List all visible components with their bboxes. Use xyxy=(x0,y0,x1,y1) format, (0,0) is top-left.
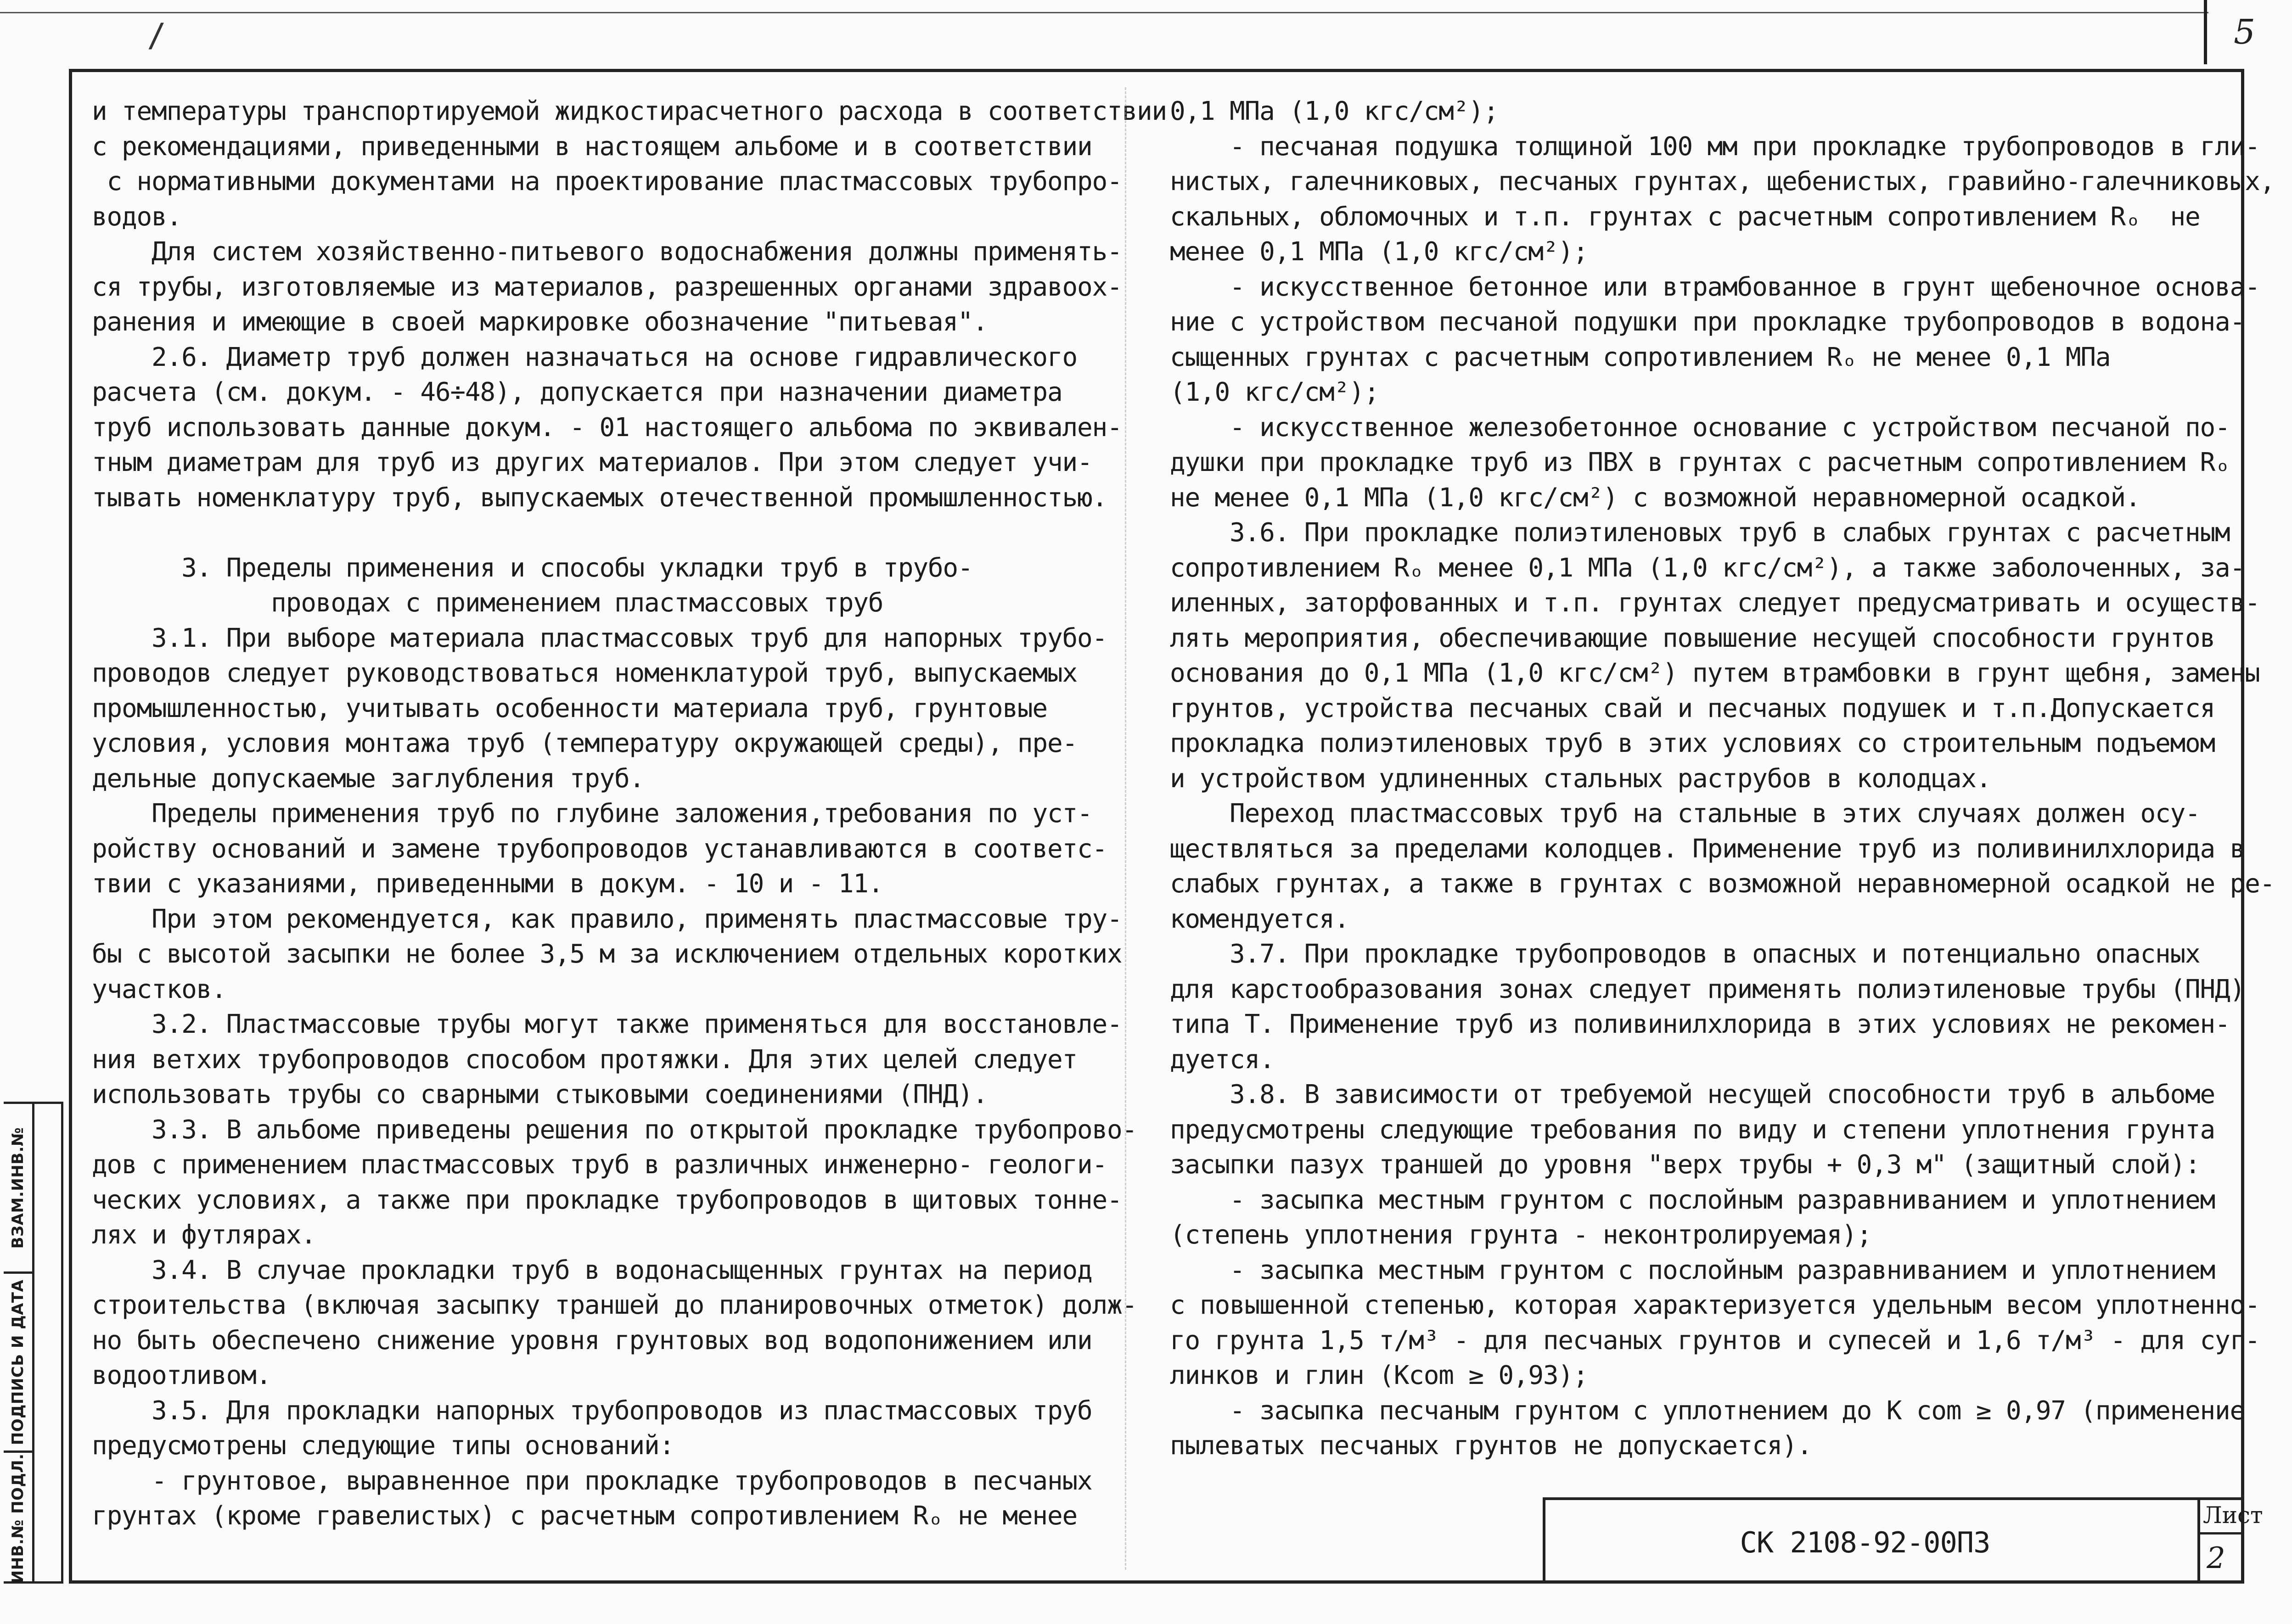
text-line: 3.1. При выборе материала пластмассовых труб для напорных трубо- xyxy=(92,623,1107,653)
text-line: основания до 0,1 МПа (1,0 кгс/см²) путем втрамбовки в грунт щебня, замены xyxy=(1170,658,2260,688)
text-line: - засыпка песчаным грунтом с уплотнением до K com ≥ 0,97 (применение xyxy=(1170,1395,2245,1426)
text-line: лях и футлярах. xyxy=(92,1220,316,1250)
text-line: ществляться за пределами колодцев. Применение труб из поливинилхлорида в xyxy=(1170,834,2245,864)
text-line: тным диаметрам для труб из других материалов. При этом следует учи- xyxy=(92,448,1092,477)
text-line: ния ветхих трубопроводов способом протяжки. Для этих целей следует xyxy=(92,1044,1077,1075)
text-line: условия, условия монтажа труб (температуру окружающей среды), пре- xyxy=(92,728,1077,758)
text-line: - искусственное железобетонное основание с устройством песчаной по- xyxy=(1170,412,2230,442)
right-text-column xyxy=(1170,94,2275,1464)
text-line: Пределы применения труб по глубине заложения,требования по уст- xyxy=(92,799,1092,829)
text-line: 3. Пределы применения и способы укладки труб в трубо- xyxy=(92,553,973,583)
text-line: - засыпка местным грунтом с послойным разравниванием и уплотнением xyxy=(1170,1255,2215,1285)
vzam-inv-label: ВЗАМ.ИНВ.№ xyxy=(9,1127,27,1249)
sheet-number: 2 xyxy=(2207,1541,2225,1575)
text-line: для карстообразования зонах следует применять полиэтиленовые трубы (ПНД) xyxy=(1170,974,2245,1004)
text-line: строительства (включая засыпку траншей до планировочных отметок) долж- xyxy=(92,1290,1137,1320)
text-line: и температуры транспортируемой жидкостирасчетного расхода в соответствии xyxy=(92,96,1167,126)
text-line: использовать трубы со сварными стыковыми соединениями (ПНД). xyxy=(92,1080,988,1109)
text-line: ранения и имеющие в своей маркировке обозначение "питьевая". xyxy=(92,307,988,337)
text-line: - засыпка местным грунтом с послойным разравниванием и уплотнением xyxy=(1170,1185,2215,1215)
text-line: участков. xyxy=(92,974,226,1004)
text-line: сыщенных грунтах с расчетным сопротивлением Rₒ не менее 0,1 МПа xyxy=(1170,342,2111,372)
page-number: 5 xyxy=(2204,0,2282,64)
text-line: 3.6. При прокладке полиэтиленовых труб в слабых грунтах с расчетным xyxy=(1170,518,2230,548)
text-line: менее 0,1 МПа (1,0 кгс/см²); xyxy=(1170,237,1588,267)
text-line: (1,0 кгс/см²); xyxy=(1170,377,1379,407)
text-line: дельные допускаемые заглубления труб. xyxy=(92,763,645,794)
text-line: - песчаная подушка толщиной 100 мм при прокладке трубопроводов в гли- xyxy=(1170,131,2260,162)
text-line: При этом рекомендуется, как правило, применять пластмассовые тру- xyxy=(92,904,1122,934)
document-code: СК 2108-92-00ПЗ xyxy=(1740,1526,1990,1559)
text-line: скальных, обломочных и т.п. грунтах с расчетным сопротивлением Rₒ не xyxy=(1170,202,2200,232)
text-line: 3.8. В зависимости от требуемой несущей способности труб в альбоме xyxy=(1170,1080,2215,1109)
text-line: дов с применением пластмассовых труб в различных инженерно- геологи- xyxy=(92,1150,1107,1180)
text-line: - искусственное бетонное или втрамбованное в грунт щебеночное основа- xyxy=(1170,272,2260,302)
text-line: предусмотрены следующие типы оснований: xyxy=(92,1431,674,1461)
text-line: комендуется. xyxy=(1170,904,1349,934)
text-line: (степень уплотнения грунта - неконтролируемая); xyxy=(1170,1220,1872,1250)
text-line: с нормативными документами на проектирование пластмассовых трубопро- xyxy=(92,167,1122,196)
text-line: 3.3. В альбоме приведены решения по открытой прокладке трубопрово- xyxy=(92,1114,1137,1145)
text-line: бы с высотой засыпки не более 3,5 м за исключением отдельных коротких xyxy=(92,939,1122,969)
text-line: тывать номенклатуру труб, выпускаемых отечественной промышленностью. xyxy=(92,482,1107,513)
inv-no-cell xyxy=(4,1453,32,1584)
top-border-line xyxy=(0,12,2208,13)
text-line: проводов следует руководствоваться номенклатурой труб, выпускаемых xyxy=(92,658,1077,688)
sign-date-label: ПОДПИСЬ И ДАТА xyxy=(9,1279,27,1445)
text-line: засыпки пазух траншей до уровня "верх трубы + 0,3 м" (защитный слой): xyxy=(1170,1150,2200,1180)
text-line: с повышенной степенью, которая характеризуется удельным весом уплотненно- xyxy=(1170,1290,2260,1320)
text-line xyxy=(92,515,1167,551)
text-line: ся трубы, изготовляемые из материалов, разрешенных органами здравоох- xyxy=(92,272,1122,302)
text-line: ройству оснований и замене трубопроводов устанавливаются в соответс- xyxy=(92,834,1107,864)
text-line: го грунта 1,5 т/м³ - для песчаных грунтов и супесей и 1,6 т/м³ - для суг- xyxy=(1170,1325,2260,1355)
text-line: труб использовать данные докум. - 01 настоящего альбома по эквивален- xyxy=(92,412,1122,442)
text-line: ческих условиях, а также при прокладке трубопроводов в щитовых тонне- xyxy=(92,1185,1122,1215)
text-line: грунтах (кроме гравелистых) с расчетным сопротивлением Rₒ не менее xyxy=(92,1501,1077,1531)
margin-stamp-column xyxy=(32,1104,61,1581)
text-line: Переход пластмассовых труб на стальные в этих случаях должен осу- xyxy=(1170,799,2200,829)
sheet-label: Лист xyxy=(2203,1502,2263,1529)
stamp-divider xyxy=(2197,1500,2200,1584)
text-line: предусмотрены следующие требования по виду и степени уплотнения грунта xyxy=(1170,1114,2215,1145)
text-line: но быть обеспечено снижение уровня грунтовых вод водопонижением или xyxy=(92,1325,1092,1355)
text-line: иленных, заторфованных и т.п. грунтах следует предусматривать и осуществ- xyxy=(1170,588,2260,618)
text-line: душки при прокладке труб из ПВХ в грунтах с расчетным сопротивлением Rₒ xyxy=(1170,448,2230,477)
text-line: расчета (см. докум. - 46÷48), допускается при назначении диаметра xyxy=(92,377,1062,407)
text-line: линков и глин (Kcom ≥ 0,93); xyxy=(1170,1361,1588,1390)
left-text-column xyxy=(92,94,1167,1534)
text-line: ние с устройством песчаной подушки при прокладке трубопроводов в водона- xyxy=(1170,307,2245,337)
margin-approval-stamp xyxy=(4,1102,63,1584)
text-line: 3.2. Пластмассовые трубы могут также применяться для восстановле- xyxy=(92,1009,1122,1039)
text-line: 3.5. Для прокладки напорных трубопроводов из пластмассовых труб xyxy=(92,1395,1092,1426)
text-line: нистых, галечниковых, песчаных грунтах, щебенистых, гравийно-галечниковых, xyxy=(1170,167,2275,196)
inv-no-label: ИНВ.№ ПОДЛ. xyxy=(9,1453,27,1583)
text-line: 0,1 МПа (1,0 кгс/см²); xyxy=(1170,96,1499,126)
text-line: типа Т. Применение труб из поливинилхлорида в этих условиях не рекомен- xyxy=(1170,1009,2230,1039)
text-line: Для систем хозяйственно-питьевого водоснабжения должны применять- xyxy=(92,237,1122,267)
text-line: лять мероприятия, обеспечивающие повышение несущей способности грунтов xyxy=(1170,623,2215,653)
text-line: 3.4. В случае прокладки труб в водонасыщенных грунтах на период xyxy=(92,1255,1092,1285)
text-line: грунтов, устройства песчаных свай и песчаных подушек и т.п.Допускается xyxy=(1170,693,2215,723)
text-line: 3.7. При прокладке трубопроводов в опасных и потенциально опасных xyxy=(1170,939,2200,969)
text-line: промышленностью, учитывать особенности материала труб, грунтовые xyxy=(92,693,1047,723)
text-line: водов. xyxy=(92,202,182,232)
text-line: твии с указаниями, приведенными в докум. - 10 и - 11. xyxy=(92,869,883,899)
text-line: водоотливом. xyxy=(92,1361,271,1390)
column-separator xyxy=(1125,87,1126,1570)
text-line: дуется. xyxy=(1170,1044,1275,1075)
title-block-stamp xyxy=(1543,1497,2263,1584)
vzam-inv-cell xyxy=(4,1104,32,1274)
text-line: с рекомендациями, приведенными в настоящем альбоме и в соответствии xyxy=(92,131,1092,162)
text-line: проводах с применением пластмассовых труб xyxy=(92,588,883,618)
text-line: 2.6. Диаметр труб должен назначаться на основе гидравлического xyxy=(92,342,1077,372)
text-line: и устройством удлиненных стальных раструбов в колодцах. xyxy=(1170,763,1991,794)
text-line: - грунтовое, выравненное при прокладке трубопроводов в песчаных xyxy=(92,1466,1092,1496)
text-line: слабых грунтах, а также в грунтах с возможной неравномерной осадкой не ре- xyxy=(1170,869,2275,899)
sign-date-cell xyxy=(4,1274,32,1453)
text-line: сопротивлением Rₒ менее 0,1 МПа (1,0 кгс/см²), а также заболоченных, за- xyxy=(1170,553,2245,583)
top-mark: / xyxy=(147,17,167,54)
text-line: не менее 0,1 МПа (1,0 кгс/см²) с возможной неравномерной осадкой. xyxy=(1170,482,2140,513)
text-line: пылеватых песчаных грунтов не допускается). xyxy=(1170,1431,1812,1461)
stamp-divider xyxy=(2197,1532,2244,1534)
text-line: прокладка полиэтиленовых труб в этих условиях со строительным подъемом xyxy=(1170,728,2215,758)
